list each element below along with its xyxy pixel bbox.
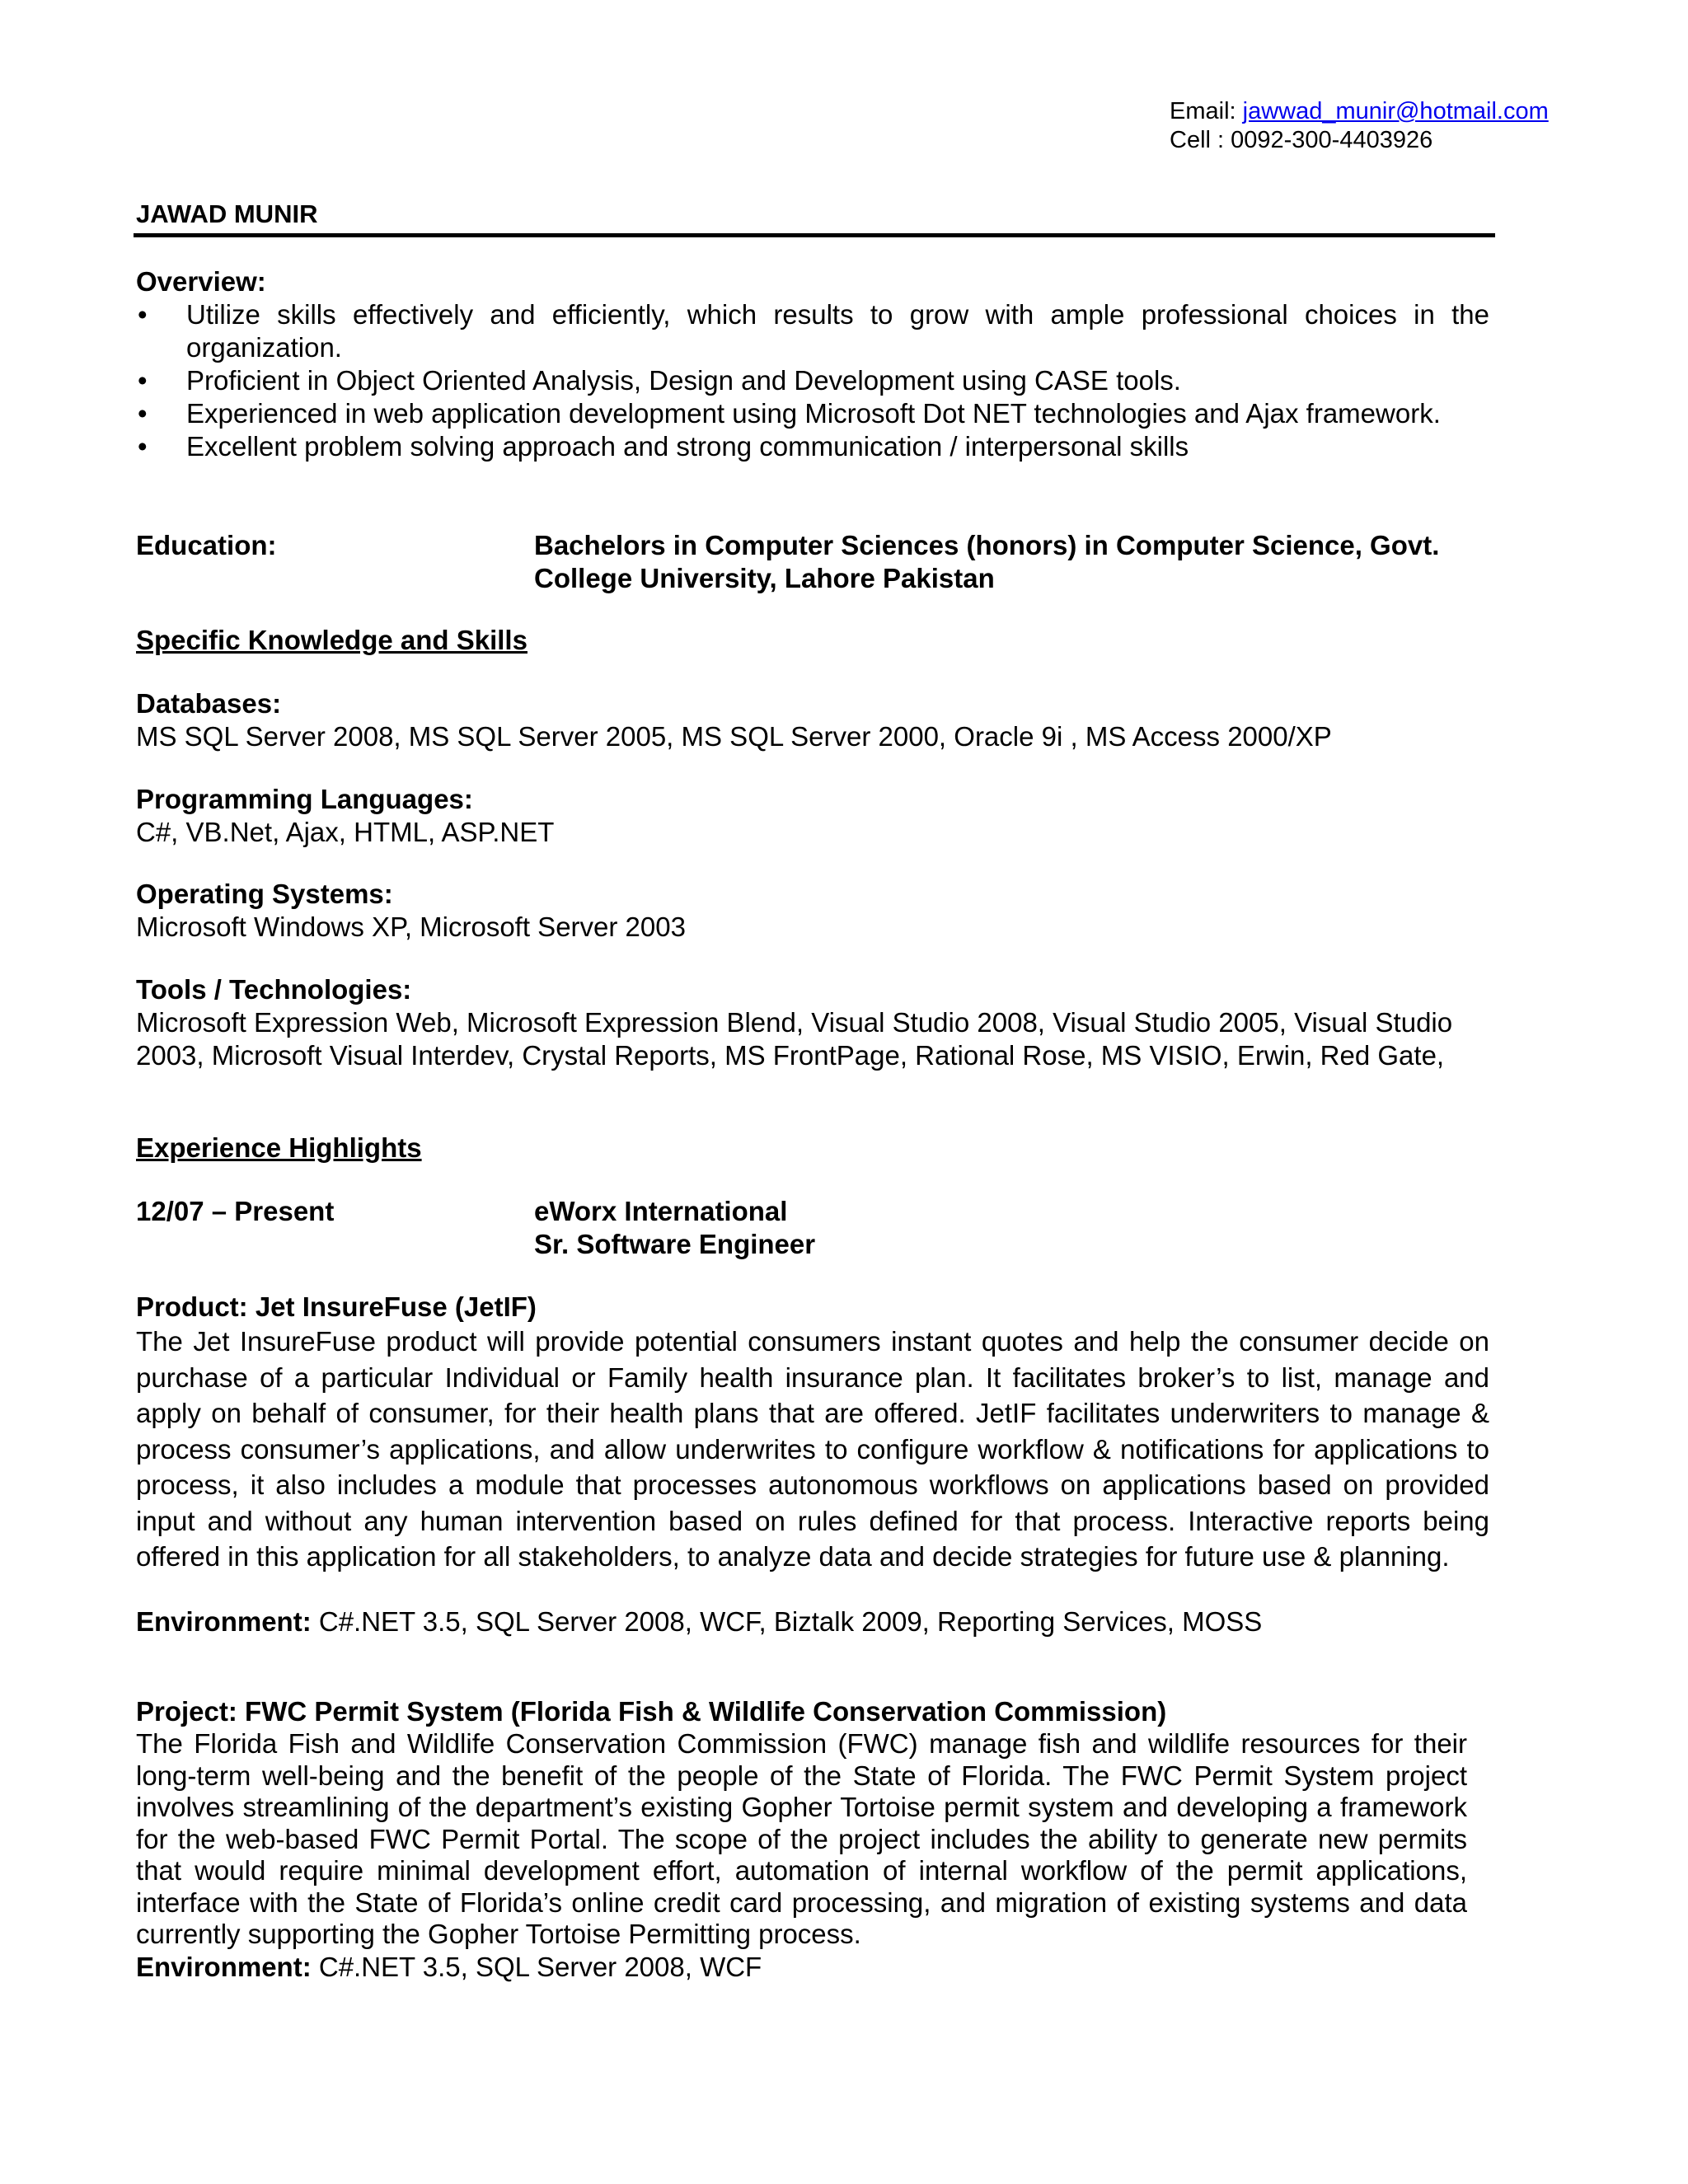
position-block	[136, 1195, 1489, 1261]
os-value: Microsoft Windows XP, Microsoft Server 2003	[136, 912, 686, 942]
overview-item: • Utilize skills effectively and efficiently, which results to grow with ample professional choices in the organization.	[136, 298, 1489, 364]
overview-item: • Proficient in Object Oriented Analysis, Design and Development using CASE tools.	[136, 364, 1489, 397]
languages-block	[136, 783, 1489, 849]
position-period: 12/07 – Present	[136, 1196, 335, 1226]
overview-heading: Overview:	[136, 266, 266, 297]
databases-block	[136, 687, 1489, 753]
project-env-value: C#.NET 3.5, SQL Server 2008, WCF	[311, 1951, 762, 1982]
skills-heading: Specific Knowledge and Skills	[136, 625, 528, 655]
overview-item: • Experienced in web application development using Microsoft Dot NET technologies and Ajax framework.	[136, 397, 1489, 430]
tools-block	[136, 973, 1481, 1072]
company-name: eWorx International	[534, 1196, 788, 1226]
candidate-name: JAWAD MUNIR	[136, 199, 318, 228]
experience-heading: Experience Highlights	[136, 1132, 422, 1163]
product-title: Product: Jet InsureFuse (JetIF)	[136, 1291, 537, 1322]
cell-line: Cell : 0092-300-4403926	[1170, 127, 1433, 153]
product-environment	[136, 1605, 1489, 1638]
education-value: Bachelors in Computer Sciences (honors) in Computer Science, Govt. College University, Lahore Pakistan	[534, 530, 1440, 593]
os-label: Operating Systems:	[136, 879, 393, 909]
job-title: Sr. Software Engineer	[534, 1229, 816, 1259]
project-description: The Florida Fish and Wildlife Conservation Commission (FWC) manage fish and wildlife resources for their long-term well-being and the benefit of the people of the State of Florida. The FWC Permit System project involves streamlining of the department’s existing Gopher Tortoise permit system and developing a framework for the web-based FWC Permit Portal. The scope of the project includes the ability to generate new permits that would require minimal development effort, automation of internal workflow of the permit applications, interface with the State of Florida’s online credit card processing, and migration of existing systems and data currently supporting the Gopher Tortoise Permitting process.	[136, 1728, 1467, 1949]
databases-value: MS SQL Server 2008, MS SQL Server 2005, MS SQL Server 2000, Oracle 9i , MS Access 2000/XP	[136, 721, 1332, 752]
email-line	[1170, 97, 1549, 126]
databases-label: Databases:	[136, 688, 282, 719]
product-description: The Jet InsureFuse product will provide potential consumers instant quotes and help the consumer decide on purchase of a particular Individual or Family health insurance plan. It facilitates broker’s to list, manage and apply on behalf of consumer, for their health plans that are offered. JetIF facilitates underwriters to manage & process consumer’s applications, and allow underwrites to configure workflow & notifications for applications to process, it also includes a module that processes autonomous workflows on applications based on provided input and without any human intervention based on rules defined for that process. Interactive reports being offered in this application for all stakeholders, to analyze data and decide strategies for future use & planning.	[136, 1326, 1489, 1572]
email-link[interactable]: jawwad_munir@hotmail.com	[1242, 98, 1549, 124]
os-block	[136, 878, 1489, 944]
overview-item: • Excellent problem solving approach and strong communication / interpersonal skills	[136, 430, 1489, 463]
project-block	[136, 1695, 1489, 1984]
project-title: Project: FWC Permit System (Florida Fish & Wildlife Conservation Commission)	[136, 1696, 1167, 1727]
product-env-value: C#.NET 3.5, SQL Server 2008, WCF, Biztalk 2009, Reporting Services, MOSS	[311, 1606, 1263, 1637]
overview-list	[136, 298, 1489, 463]
email-label: Email:	[1170, 98, 1236, 124]
product-block	[136, 1291, 1489, 1575]
education-label: Education:	[136, 530, 277, 560]
position-details	[534, 1195, 1489, 1261]
languages-label: Programming Languages:	[136, 784, 473, 814]
header-divider	[134, 233, 1495, 237]
languages-value: C#, VB.Net, Ajax, HTML, ASP.NET	[136, 817, 555, 847]
tools-value: Microsoft Expression Web, Microsoft Expression Blend, Visual Studio 2008, Visual Studio 2005, Visual Studio 2003, Microsoft Visual Interdev, Crystal Reports, MS FrontPage, Rational Rose, MS VISIO, Erwin, Red Gate,	[136, 1007, 1453, 1071]
contact-block	[1170, 97, 1549, 155]
project-environment	[136, 1951, 1489, 1984]
overview-section	[136, 265, 1489, 463]
education-section	[136, 529, 1489, 595]
product-env-label: Environment:	[136, 1606, 312, 1637]
project-env-label: Environment:	[136, 1951, 312, 1982]
tools-label: Tools / Technologies:	[136, 974, 412, 1005]
